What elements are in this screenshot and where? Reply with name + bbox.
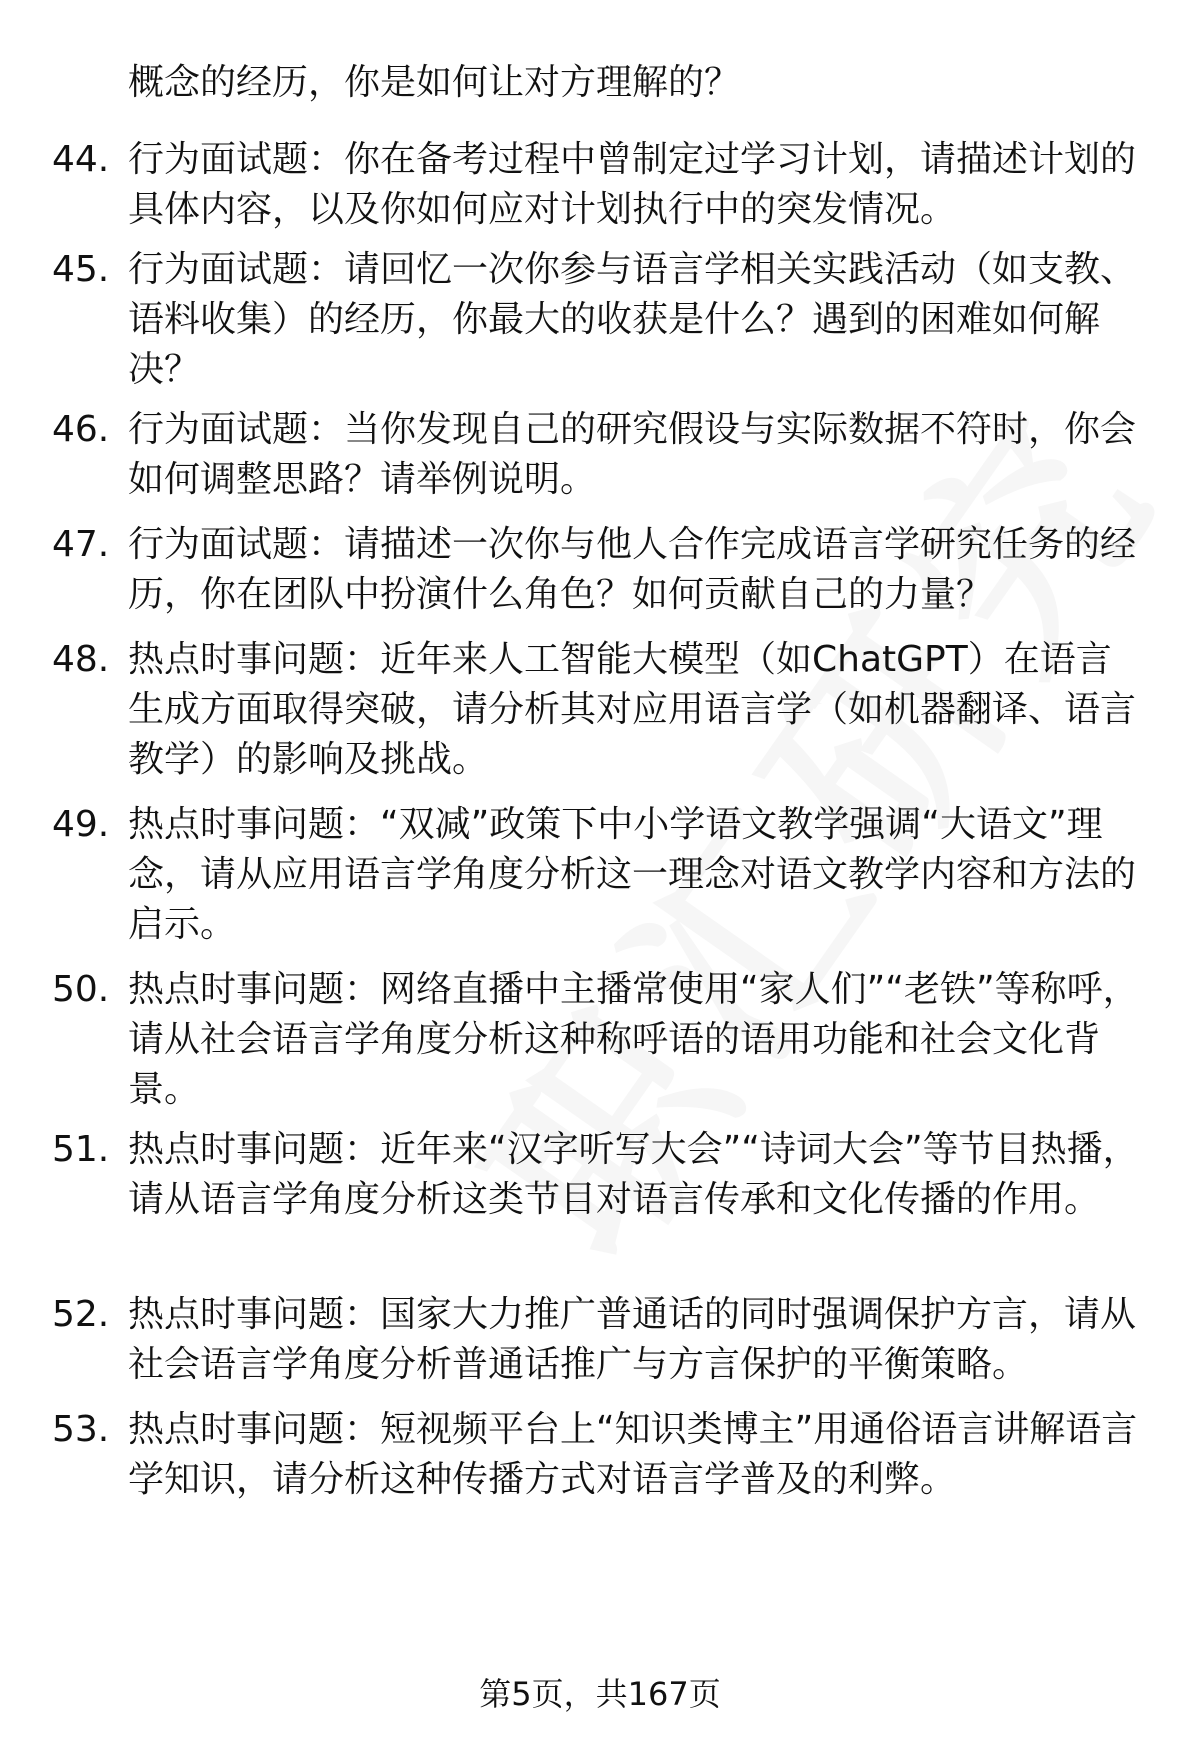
question-number: 47. xyxy=(52,524,110,565)
continued-question-text: 概念的经历，你是如何让对方理解的？ xyxy=(128,62,741,103)
question-text: 热点时事问题：国家大力推广普通话的同时强调保护方言，请从社会语言学角度分析普通话推广与方言保护的平衡策略。 xyxy=(128,1294,1137,1385)
question-text: 热点时事问题：短视频平台上“知识类博主”用通俗语言讲解语言学知识，请分析这种传播方式对语言学普及的利弊。 xyxy=(128,1409,1138,1500)
question-number: 51. xyxy=(52,1129,110,1170)
question-number: 49. xyxy=(52,804,110,845)
question-text: 行为面试题：你在备考过程中曾制定过学习计划，请描述计划的具体内容，以及你如何应对计划执行中的突发情况。 xyxy=(128,139,1137,230)
question-text: 行为面试题：请回忆一次你参与语言学相关实践活动（如支教、语料收集）的经历，你最大的收获是什么？遇到的困难如何解决？ xyxy=(128,249,1137,390)
question-number: 50. xyxy=(52,969,110,1010)
question-text: 热点时事问题：网络直播中主播常使用“家人们”“老铁”等称呼，请从社会语言学角度分析这种称呼语的语用功能和社会文化背景。 xyxy=(128,969,1139,1110)
question-text: 行为面试题：请描述一次你与他人合作完成语言学研究任务的经历，你在团队中扮演什么角色？如何贡献自己的力量？ xyxy=(128,524,1137,615)
question-number: 46. xyxy=(52,409,110,450)
question-text: 热点时事问题：“双减”政策下中小学语文教学强调“大语文”理念，请从应用语言学角度分析这一理念对语文教学内容和方法的启示。 xyxy=(128,804,1137,945)
question-text: 行为面试题：当你发现自己的研究假设与实际数据不符时，你会如何调整思路？请举例说明。 xyxy=(128,409,1137,500)
question-number: 44. xyxy=(52,139,110,180)
question-number: 52. xyxy=(52,1294,110,1335)
question-number: 45. xyxy=(52,249,110,290)
question-number: 53. xyxy=(52,1409,110,1450)
question-text: 热点时事问题：近年来人工智能大模型（如ChatGPT）在语言生成方面取得突破，请分析其对应用语言学（如机器翻译、语言教学）的影响及挑战。 xyxy=(128,639,1137,780)
page-footer: 第5页，共167页 xyxy=(479,1675,721,1713)
question-number: 48. xyxy=(52,639,110,680)
question-text: 热点时事问题：近年来“汉字听写大会”“诗词大会”等节目热播，请从语言学角度分析这类节目对语言传承和文化传播的作用。 xyxy=(128,1129,1139,1220)
